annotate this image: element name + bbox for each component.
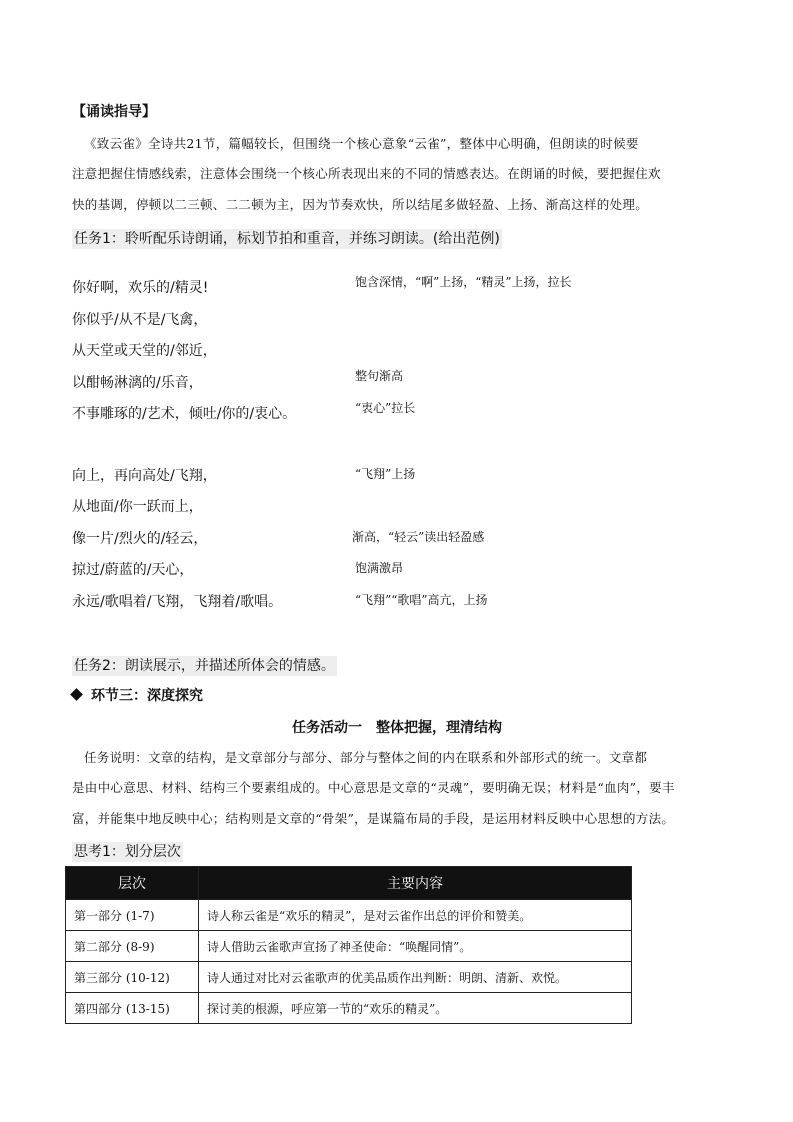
activity-title: 任务活动一 整体把握，理清结构 xyxy=(292,720,502,736)
explanation-line-2: 是由中心意思、材料、结构三个要素组成的。中心意思是文章的“灵魂”，要明确无误；材料是“血肉”，要丰 xyxy=(72,780,675,795)
reading-guide-heading: 【诵读指导】 xyxy=(72,104,156,120)
think1-text: 思考1：划分层次 xyxy=(74,844,181,860)
reading-note: 渐高，“轻云”读出轻盈感 xyxy=(352,530,485,544)
structure-table xyxy=(65,866,632,1024)
table-row xyxy=(66,900,632,931)
reading-note: 饱满激昂 xyxy=(355,561,404,575)
poem-line: 永远/歌唱着/飞翔，飞翔着/歌唱。 xyxy=(72,594,283,610)
poem-line: 从地面/你一跃而上， xyxy=(72,499,203,515)
reading-note: “衷心”拉长 xyxy=(355,401,416,415)
table-header-level: 层次 xyxy=(66,867,199,900)
poem-line: 以酣畅淋漓的/乐音， xyxy=(72,375,203,391)
table-row xyxy=(66,962,632,993)
reading-guide-line-3: 快的基调，停顿以二三顿、二二顿为主，因为节奏欢快，所以结尾多做轻盈、上扬、渐高这样的处理。 xyxy=(72,197,649,212)
table-header-content: 主要内容 xyxy=(199,867,632,900)
reading-note: “飞翔”“歌唱”高亢，上扬 xyxy=(355,593,488,607)
poem-line: 像一片/烈火的/轻云， xyxy=(72,531,208,547)
reading-note: “飞翔”上扬 xyxy=(355,467,416,481)
table-cell-content: 诗人借助云雀歌声宣扬了神圣使命：“唤醒同情”。 xyxy=(199,931,632,962)
reading-guide-line-1: 《致云雀》全诗共21节，篇幅较长，但围绕一个核心意象“云雀”，整体中心明确，但朗读的时候要 xyxy=(84,136,639,151)
explanation-line-3: 富，并能集中地反映中心；结构则是文章的“骨架”，是谋篇布局的手段，是运用材料反映中心思想的方法。 xyxy=(72,811,675,826)
table-cell-content: 探讨美的根源，呼应第一节的“欢乐的精灵”。 xyxy=(199,993,632,1024)
reading-note: 饱含深情，“啊”上扬，“精灵”上扬，拉长 xyxy=(355,275,572,289)
diamond-bullet-icon xyxy=(70,688,83,701)
table-cell-part: 第三部分 (10-12) xyxy=(66,962,199,993)
poem-line: 你好啊，欢乐的/精灵! xyxy=(72,280,209,296)
reading-guide-line-2: 注意把握住情感线索，注意体会围绕一个核心所表现出来的不同的情感表达。在朗诵的时候，要把握住欢 xyxy=(72,166,661,181)
poem-line: 掠过/蔚蓝的/天心， xyxy=(72,562,194,578)
section3-heading: 环节三：深度探究 xyxy=(72,685,203,705)
table-cell-content: 诗人称云雀是“欢乐的精灵”，是对云雀作出总的评价和赞美。 xyxy=(199,900,632,931)
reading-note: 整句渐高 xyxy=(355,369,404,383)
poem-line: 从天堂或天堂的/邻近， xyxy=(72,343,217,359)
poem-line: 不事雕琢的/艺术，倾吐/你的/衷心。 xyxy=(72,406,297,422)
table-cell-part: 第一部分 (1-7) xyxy=(66,900,199,931)
table-row xyxy=(66,993,632,1024)
table-header-row xyxy=(66,867,632,900)
poem-line: 你似乎/从不是/飞禽， xyxy=(72,312,208,328)
explanation-line-1: 任务说明：文章的结构，是文章部分与部分、部分与整体之间的内在联系和外部形式的统一。文章都 xyxy=(84,750,648,765)
table-cell-part: 第二部分 (8-9) xyxy=(66,931,199,962)
poem-line: 向上，再向高处/飞翔， xyxy=(72,468,217,484)
task1-text: 任务1：聆听配乐诗朗诵，标划节拍和重音，并练习朗读。(给出范例) xyxy=(74,231,500,247)
task2-text: 任务2：朗读展示，并描述所体会的情感。 xyxy=(74,658,335,674)
table-cell-content: 诗人通过对比对云雀歌声的优美品质作出判断：明朗、清新、欢悦。 xyxy=(199,962,632,993)
table-cell-part: 第四部分 (13-15) xyxy=(66,993,199,1024)
table-row xyxy=(66,931,632,962)
